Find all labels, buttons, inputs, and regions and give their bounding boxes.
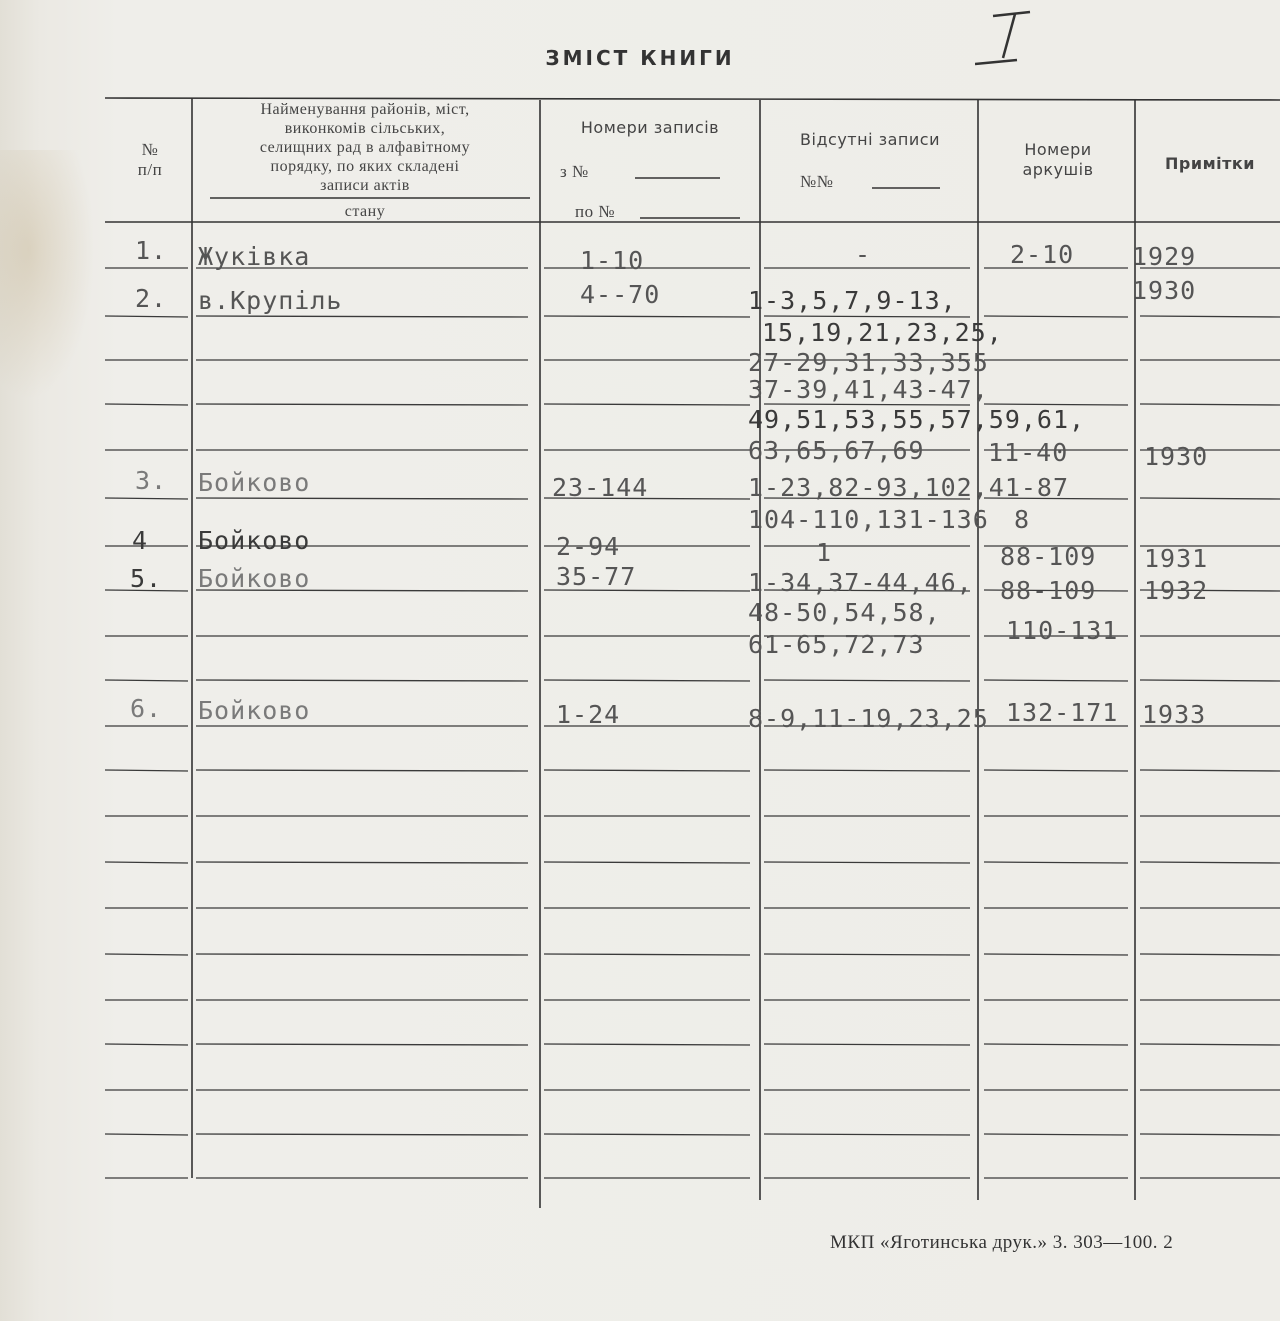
row-3b-sheets: 8 xyxy=(1014,505,1031,534)
row-2f-sheets: 11-40 xyxy=(988,438,1069,467)
ruled-line xyxy=(105,498,188,499)
ruled-line xyxy=(984,862,1128,863)
ruled-line xyxy=(1140,316,1280,317)
row-2d-missing: 37-39,41,43-47, xyxy=(748,375,989,404)
ruled-line xyxy=(196,404,528,405)
row-5-num: 5. xyxy=(130,564,163,593)
ruled-line xyxy=(105,770,188,771)
row-2-name: в.Крупіль xyxy=(198,286,343,315)
ruled-line xyxy=(105,862,188,863)
row-6-notes: 1933 xyxy=(1142,700,1207,729)
ruled-line xyxy=(544,1134,750,1135)
row-2-num: 2. xyxy=(135,284,168,313)
ruled-line xyxy=(196,680,528,681)
row-2b-missing: 15,19,21,23,25, xyxy=(762,318,1003,347)
row-2f-missing: 63,65,67,69 xyxy=(748,436,925,465)
header-records-from: з № xyxy=(560,162,589,181)
ruled-line xyxy=(764,1044,970,1045)
ruled-line xyxy=(764,862,970,863)
ruled-line xyxy=(544,404,750,405)
ruled-line xyxy=(764,770,970,771)
ruled-line xyxy=(764,1134,970,1135)
ruled-line xyxy=(196,316,528,317)
ruled-line xyxy=(984,954,1128,955)
row-3-missing: 1-23,82-93,102,41-87 xyxy=(748,473,1070,502)
row-1-name: Жуківка xyxy=(198,242,311,271)
row-4-records: 2-94 xyxy=(556,532,621,561)
row-1-notes: 1929 xyxy=(1132,242,1197,271)
header-name: Найменування районів, міст, виконкомів сільських, селищних рад в алфавітному порядку, по яких складені записи актів xyxy=(259,101,471,194)
header-num: № п/п xyxy=(137,140,163,179)
row-4-num: 4 xyxy=(132,526,149,555)
ruled-line xyxy=(196,954,528,955)
row-3b-missing: 104-110,131-136 xyxy=(748,505,989,534)
ruled-line xyxy=(105,316,188,317)
ruled-line xyxy=(1140,1134,1280,1135)
row-5-name: Бойково xyxy=(198,564,311,593)
header-records-to: по № xyxy=(575,202,616,221)
ruled-line xyxy=(105,954,188,955)
row-6-num: 6. xyxy=(130,694,163,723)
row-6-records: 1-24 xyxy=(556,700,621,729)
ruled-line xyxy=(544,316,750,317)
row-2-notes: 1930 xyxy=(1132,276,1197,305)
ruled-line xyxy=(1140,1044,1280,1045)
row-4-notes: 1931 xyxy=(1144,544,1209,573)
row-1-num: 1. xyxy=(135,236,168,265)
ruled-line xyxy=(984,1044,1128,1045)
ruled-line xyxy=(196,862,528,863)
ruled-line xyxy=(196,1134,528,1135)
row-2-missing: 1-3,5,7,9-13, xyxy=(748,286,957,315)
ruled-line xyxy=(764,316,970,317)
header-name-tail: стану xyxy=(344,203,386,220)
ruled-line xyxy=(984,770,1128,771)
ruled-line xyxy=(1140,862,1280,863)
ruled-line xyxy=(105,1134,188,1135)
ruled-line xyxy=(1140,404,1280,405)
row-1-records: 1-10 xyxy=(580,246,645,275)
ruled-line xyxy=(105,680,188,681)
row-3-num: 3. xyxy=(135,466,168,495)
row-2e-missing: 49,51,53,55,57,59,61, xyxy=(748,405,1086,434)
ruled-line xyxy=(544,1044,750,1045)
ruled-line xyxy=(544,954,750,955)
row-2-records: 4--70 xyxy=(580,280,661,309)
header-sheets: Номери аркушів xyxy=(1022,140,1094,179)
header-records: Номери записів xyxy=(580,118,720,137)
row-6-name: Бойково xyxy=(198,696,311,725)
row-2c-missing: 27-29,31,33,355 xyxy=(748,348,989,377)
row-1-missing: - xyxy=(855,240,872,269)
ruled-line xyxy=(544,680,750,681)
header-notes: Примітки xyxy=(1165,154,1255,173)
row-2f-notes: 1930 xyxy=(1144,442,1209,471)
row-5b-sheets: 110-131 xyxy=(1006,616,1119,645)
ruled-line xyxy=(196,1044,528,1045)
ruled-line xyxy=(196,770,528,771)
ruled-line xyxy=(105,1044,188,1045)
row-5-notes: 1932 xyxy=(1144,576,1209,605)
ruled-line xyxy=(984,316,1128,317)
row-5b-missing: 48-50,54,58, xyxy=(748,598,941,627)
ruled-line xyxy=(105,404,188,405)
ruled-line xyxy=(1140,770,1280,771)
row-4-missing: 1 xyxy=(816,538,833,567)
ruled-line xyxy=(984,680,1128,681)
ruled-line xyxy=(544,862,750,863)
header-missing-nn: №№ xyxy=(800,172,834,191)
row-6-sheets: 132-171 xyxy=(1006,698,1119,727)
row-5-missing: 1-34,37-44,46, xyxy=(748,568,973,597)
row-5-sheets: 88-109 xyxy=(1000,576,1097,605)
ruled-line xyxy=(764,954,970,955)
row-3-name: Бойково xyxy=(198,468,311,497)
header-missing: Відсутні записи xyxy=(800,130,940,149)
row-5c-missing: 61-65,72,73 xyxy=(748,630,925,659)
ruled-line xyxy=(764,680,970,681)
ruled-line xyxy=(1140,680,1280,681)
ruled-line xyxy=(1140,498,1280,499)
ruled-line xyxy=(1140,954,1280,955)
ruled-line xyxy=(196,498,528,499)
ruled-line xyxy=(984,1134,1128,1135)
row-4-name: Бойково xyxy=(198,526,311,555)
row-5-records: 35-77 xyxy=(556,562,637,591)
row-4-sheets: 88-109 xyxy=(1000,542,1097,571)
row-1-sheets: 2-10 xyxy=(1010,240,1075,269)
row-3-records: 23-144 xyxy=(552,473,649,502)
document-title: ЗМІСТ КНИГИ xyxy=(545,46,735,70)
printer-imprint: МКП «Яготинська друк.» 3. 303—100. 2 xyxy=(830,1232,1174,1253)
row-6-missing: 8-9,11-19,23,25 xyxy=(748,704,989,733)
ruled-line xyxy=(544,770,750,771)
